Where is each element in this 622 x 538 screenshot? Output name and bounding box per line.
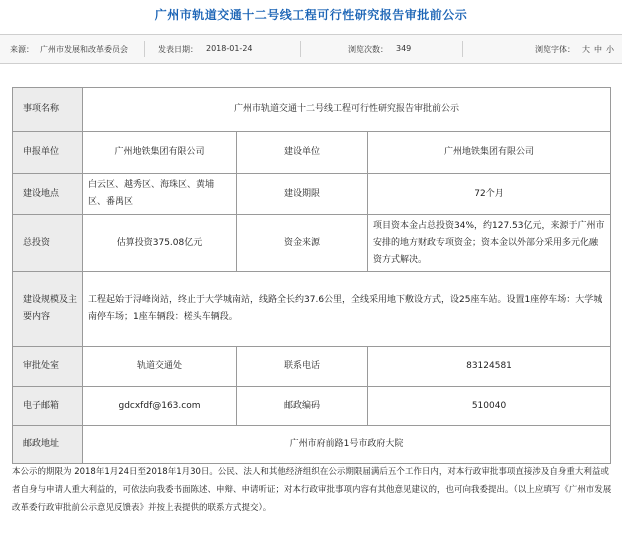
item-name-label: 事项名称	[13, 88, 83, 132]
office-label: 审批处室	[13, 347, 83, 387]
date-label: 发表日期：	[158, 45, 198, 54]
period-label: 建设期限	[237, 174, 368, 215]
postcode-label: 邮政编码	[237, 387, 368, 426]
views-label: 浏览次数：	[348, 45, 388, 54]
approval-info-table	[12, 87, 611, 464]
location-value: 白云区、越秀区、海珠区、黄埔区、番禺区	[83, 174, 237, 215]
item-name-value: 广州市轨道交通十二号线工程可行性研究报告审批前公示	[83, 88, 611, 132]
phone-value: 83124581	[368, 347, 611, 387]
scale-label: 建设规模及主要内容	[13, 272, 83, 347]
font-large-button[interactable]: 大	[582, 45, 590, 54]
scale-value: 工程起始于浔峰岗站，终止于大学城南站，线路全长约37.6公里，全线采用地下敷设方式，设25座车站。设置1座停车场：大学城南停车场；1座车辆段：槎头车辆段。	[83, 272, 611, 347]
divider	[462, 41, 463, 57]
font-medium-button[interactable]: 中	[594, 45, 602, 54]
funding-value: 项目资本金占总投资34%，约127.53亿元，来源于广州市安排的地方财政专项资金；资本金以外部分采用多元化融资方式解决。	[368, 215, 611, 272]
notice-text: 本公示的期限为 2018年1月24日至2018年1月30日。公民、法人和其他经济组织在公示期限届满后五个工作日内，对本行政审批事项直接涉及自身重大利益或者自身与申请人重大利益的，可依法向我委书面陈述、申辩、申请听证；对本行政审批事项内容有其他意见建议的，也可向我委提出。（以上应填写《广州市发展改革委行政审批前公示意见反馈表》并按上表提供的联系方式提交）。	[12, 467, 612, 513]
location-label: 建设地点	[13, 174, 83, 215]
divider	[144, 41, 145, 57]
meta-bar	[0, 34, 622, 64]
table-row	[13, 215, 611, 272]
period-value: 72个月	[368, 174, 611, 215]
email-label: 电子邮箱	[13, 387, 83, 426]
funding-label: 资金来源	[237, 215, 368, 272]
date-value: 2018-01-24	[206, 44, 253, 53]
phone-label: 联系电话	[237, 347, 368, 387]
table-row	[13, 132, 611, 174]
postcode-value: 510040	[368, 387, 611, 426]
office-value: 轨道交通处	[83, 347, 237, 387]
investment-label: 总投资	[13, 215, 83, 272]
font-size-label: 浏览字体：	[535, 45, 575, 54]
investment-value: 估算投资375.08亿元	[83, 215, 237, 272]
builder-label: 建设单位	[237, 132, 368, 174]
views-value: 349	[396, 44, 412, 53]
address-value: 广州市府前路1号市政府大院	[83, 426, 611, 464]
email-value: gdcxfdf@163.com	[83, 387, 237, 426]
applicant-value: 广州地铁集团有限公司	[83, 132, 237, 174]
table-row	[13, 347, 611, 387]
address-label: 邮政地址	[13, 426, 83, 464]
builder-value: 广州地铁集团有限公司	[368, 132, 611, 174]
page-title: 广州市轨道交通十二号线工程可行性研究报告审批前公示	[154, 8, 468, 22]
source-value: 广州市发展和改革委员会	[40, 45, 128, 54]
table-row	[13, 174, 611, 215]
table-row	[13, 88, 611, 132]
divider	[300, 41, 301, 57]
font-small-button[interactable]: 小	[606, 45, 614, 54]
table-row	[13, 387, 611, 426]
applicant-label: 申报单位	[13, 132, 83, 174]
table-row	[13, 426, 611, 464]
source-label: 来源：	[10, 45, 34, 54]
table-row	[13, 272, 611, 347]
